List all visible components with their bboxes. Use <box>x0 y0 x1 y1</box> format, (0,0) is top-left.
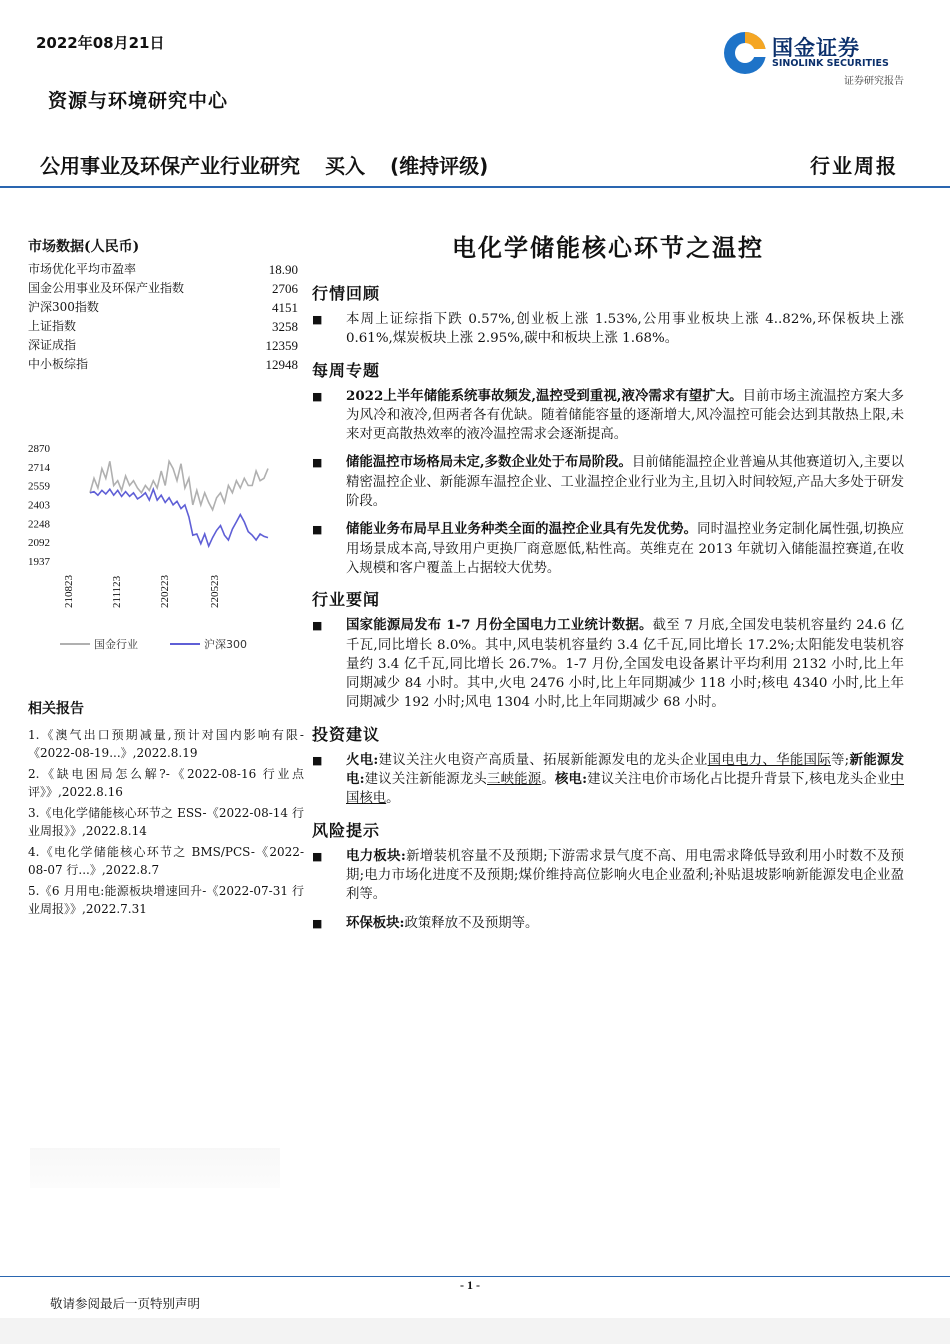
series-line-1 <box>90 489 268 546</box>
x-tick-label: 220523 <box>209 575 221 608</box>
market-label: 深证成指 <box>28 338 77 352</box>
paragraph-text: 新增装机容量不及预期;下游需求景气度不高、用电需求降低导致利用小时数不及预期;电力市场化进度不及预期;煤价维持高位影响火电企业盈利;补贴退坡影响新能源发电企业盈利等。 <box>346 848 904 903</box>
industry-name: 公用事业及环保产业行业研究 <box>40 154 300 178</box>
logo-text-en: SINOLINK SECURITIES <box>772 58 889 69</box>
market-label: 上证指数 <box>28 319 77 333</box>
market-value: 2706 <box>272 281 298 296</box>
main-content <box>312 228 904 942</box>
x-tick-label: 210823 <box>63 575 75 608</box>
chart-svg <box>28 436 298 661</box>
x-tick-label: 220223 <box>159 575 171 608</box>
paragraph <box>312 387 904 445</box>
related-report-item[interactable]: 5.《6 月用电:能源板块增速回升-《2022-07-31 行业周报》》,2022.7.31 <box>28 884 304 916</box>
market-label: 中小板综指 <box>28 357 89 371</box>
rating-note: (维持评级) <box>389 154 489 178</box>
market-label: 国金公用事业及环保产业指数 <box>28 281 185 295</box>
paragraph-lead: 环保板块: <box>346 914 405 931</box>
bullet-icon: ■ <box>312 619 323 633</box>
market-value: 12359 <box>265 338 298 353</box>
company-logo <box>720 28 906 88</box>
paragraph-text: 本周上证综指下跌 0.57%,创业板上涨 1.53%,公用事业板块上涨 4..82%,环保板块上涨 0.61%,煤炭板块上涨 2.95%,碳中和板块上涨 1.68%。 <box>346 312 904 347</box>
y-tick-label: 2403 <box>28 499 50 512</box>
legend-label: 国金行业 <box>94 638 138 651</box>
market-value: 12948 <box>265 357 298 372</box>
market-row <box>28 355 298 374</box>
paragraph <box>312 616 904 712</box>
report-category: 证券研究报告 <box>844 76 904 87</box>
research-center: 资源与环境研究中心 <box>48 90 229 112</box>
section-heading: 投资建议 <box>312 724 381 744</box>
y-tick-label: 2559 <box>28 480 50 493</box>
section-heading: 风险提示 <box>312 820 381 840</box>
market-value: 4151 <box>272 300 298 315</box>
bullet-icon: ■ <box>312 523 323 537</box>
related-title: 相关报告 <box>28 701 84 717</box>
paragraph <box>312 310 904 349</box>
paragraph-lead: 储能温控市场格局未定,多数企业处于布局阶段。 <box>346 454 632 471</box>
document-title: 电化学储能核心环节之温控 <box>452 233 764 262</box>
logo-icon <box>722 30 768 76</box>
paragraph-text: 截至 7 月底,全国发电装机容量约 24.6 亿千瓦,同比增长 8.0%。其中,风电装机容量约 3.4 亿千瓦,同比增长 17.2%;太阳能发电装机容量约 3.4 亿千瓦,同比增长 26.7%。1-7 月份,全国发电设备累计平均利用 2132 小时,比上年同期减少 84 小时。其中,火电 2476 小时,比上年同期减少 118 小时;核电 4340 小时,比上年同期减少 192 小时;风电 1304 小时,比上年同期减少 68 小时。 <box>346 618 905 711</box>
y-tick-label: 2714 <box>28 461 50 474</box>
stock-link-guodian-huaneng[interactable]: 国电电力、华能国际 <box>707 752 831 768</box>
related-report-item[interactable]: 2.《缺电困局怎么解?-《2022-08-16 行业点评》》,2022.8.16 <box>28 767 304 799</box>
paragraph <box>312 914 904 933</box>
market-value: 3258 <box>272 319 298 334</box>
related-report-item[interactable]: 3.《电化学储能核心环节之 ESS-《2022-08-14 行业周报》》,2022.8.14 <box>28 806 304 838</box>
paragraph-lead: 2022上半年储能系统事故频发,温控受到重视,液冷需求有望扩大。 <box>346 387 743 404</box>
paragraph-lead: 火电: <box>346 751 379 768</box>
related-report-item[interactable]: 4.《电化学储能核心环节之 BMS/PCS-《2022-08-07 行...》,2022.8.7 <box>28 845 304 877</box>
footer-band <box>0 1318 950 1344</box>
paragraph <box>312 453 904 511</box>
stock-link-zhongguo-hedian[interactable]: 中国核电 <box>346 772 904 807</box>
y-tick-label: 1937 <box>28 556 50 568</box>
paragraph-lead: 国家能源局发布 1-7 月份全国电力工业统计数据。 <box>346 617 653 634</box>
bullet-icon: ■ <box>312 389 323 403</box>
paragraph-lead: 电力板块: <box>346 847 406 864</box>
section-heading: 行业要闻 <box>312 590 381 610</box>
bullet-icon: ■ <box>312 916 323 930</box>
market-data-title: 市场数据(人民币) <box>28 239 140 255</box>
market-row <box>28 279 298 298</box>
market-row <box>28 317 298 336</box>
report-date: 2022年08月21日 <box>36 34 165 52</box>
legend-label: 沪深300 <box>204 638 247 651</box>
section-heading: 每周专题 <box>312 360 381 380</box>
bullet-icon: ■ <box>312 456 323 470</box>
stock-link-sanxia[interactable]: 三峡能源 <box>487 772 542 788</box>
series-line-0 <box>90 461 268 510</box>
market-data-panel <box>28 236 298 374</box>
market-value: 18.90 <box>268 262 298 277</box>
section-heading: 行情回顾 <box>312 284 381 303</box>
related-report-item[interactable]: 1.《澳气出口预期减量,预计对国内影响有限-《2022-08-19...》,2022.8.19 <box>28 728 304 760</box>
header-divider <box>0 186 950 188</box>
bullet-icon: ■ <box>312 849 323 863</box>
report-type: 行业周报 <box>810 154 898 178</box>
y-tick-label: 2870 <box>28 443 50 455</box>
redacted-analyst-block <box>30 1148 280 1188</box>
paragraph-text: 目前储能温控企业普遍从其他赛道切入,主要以精密温控企业、新能源车温控企业、工业温控企业行业为主,且切入时间较短,产品大多处于研发阶段。 <box>346 455 904 510</box>
market-label: 沪深300指数 <box>28 300 99 314</box>
page-number: - 1 - <box>460 1278 480 1292</box>
footer-divider <box>0 1276 950 1277</box>
paragraph-text: 同时温控业务定制化属性强,切换应用场景成本高,导致用户更换厂商意愿低,粘性高。英维克在 2013 年就切入储能温控赛道,在收入规模和客户覆盖上占据较大优势。 <box>346 522 904 576</box>
logo-text-cn: 国金证券 <box>772 36 860 60</box>
market-row <box>28 260 298 279</box>
x-tick-label: 211123 <box>111 575 123 608</box>
industry-header <box>40 150 506 179</box>
y-tick-label: 2092 <box>28 537 50 550</box>
rating: 买入 <box>324 154 365 178</box>
paragraph: ■ 火电:建议关注火电资产高质量、拓展新能源发电的龙头企业国电电力、华能国际等;新能源发电:建议关注新能源龙头三峡能源。核电:建议关注电价市场化占比提升背景下,核电龙头企业中国核电。 <box>312 751 905 807</box>
index-chart <box>28 436 298 661</box>
disclaimer: 敬请参阅最后一页特别声明 <box>50 1296 201 1311</box>
market-row <box>28 336 298 355</box>
market-label: 市场优化平均市盈率 <box>28 262 137 276</box>
paragraph-text: 政策释放不及预期等。 <box>404 915 539 931</box>
market-row <box>28 298 298 317</box>
paragraph <box>312 520 904 578</box>
paragraph-text: 目前市场主流温控方案大多为风冷和液冷,但两者各有优缺。随着储能容量的逐渐增大,风冷温控可能会达到其散热上限,未来对更高散热效率的液冷温控需求会逐渐提高。 <box>346 388 905 443</box>
bullet-icon: ■ <box>312 313 323 326</box>
paragraph <box>312 847 904 905</box>
related-reports <box>28 698 304 921</box>
paragraph-lead: 储能业务布局早且业务种类全面的温控企业具有先发优势。 <box>346 521 698 538</box>
y-tick-label: 2248 <box>28 518 50 531</box>
bullet-icon: ■ <box>312 753 323 767</box>
